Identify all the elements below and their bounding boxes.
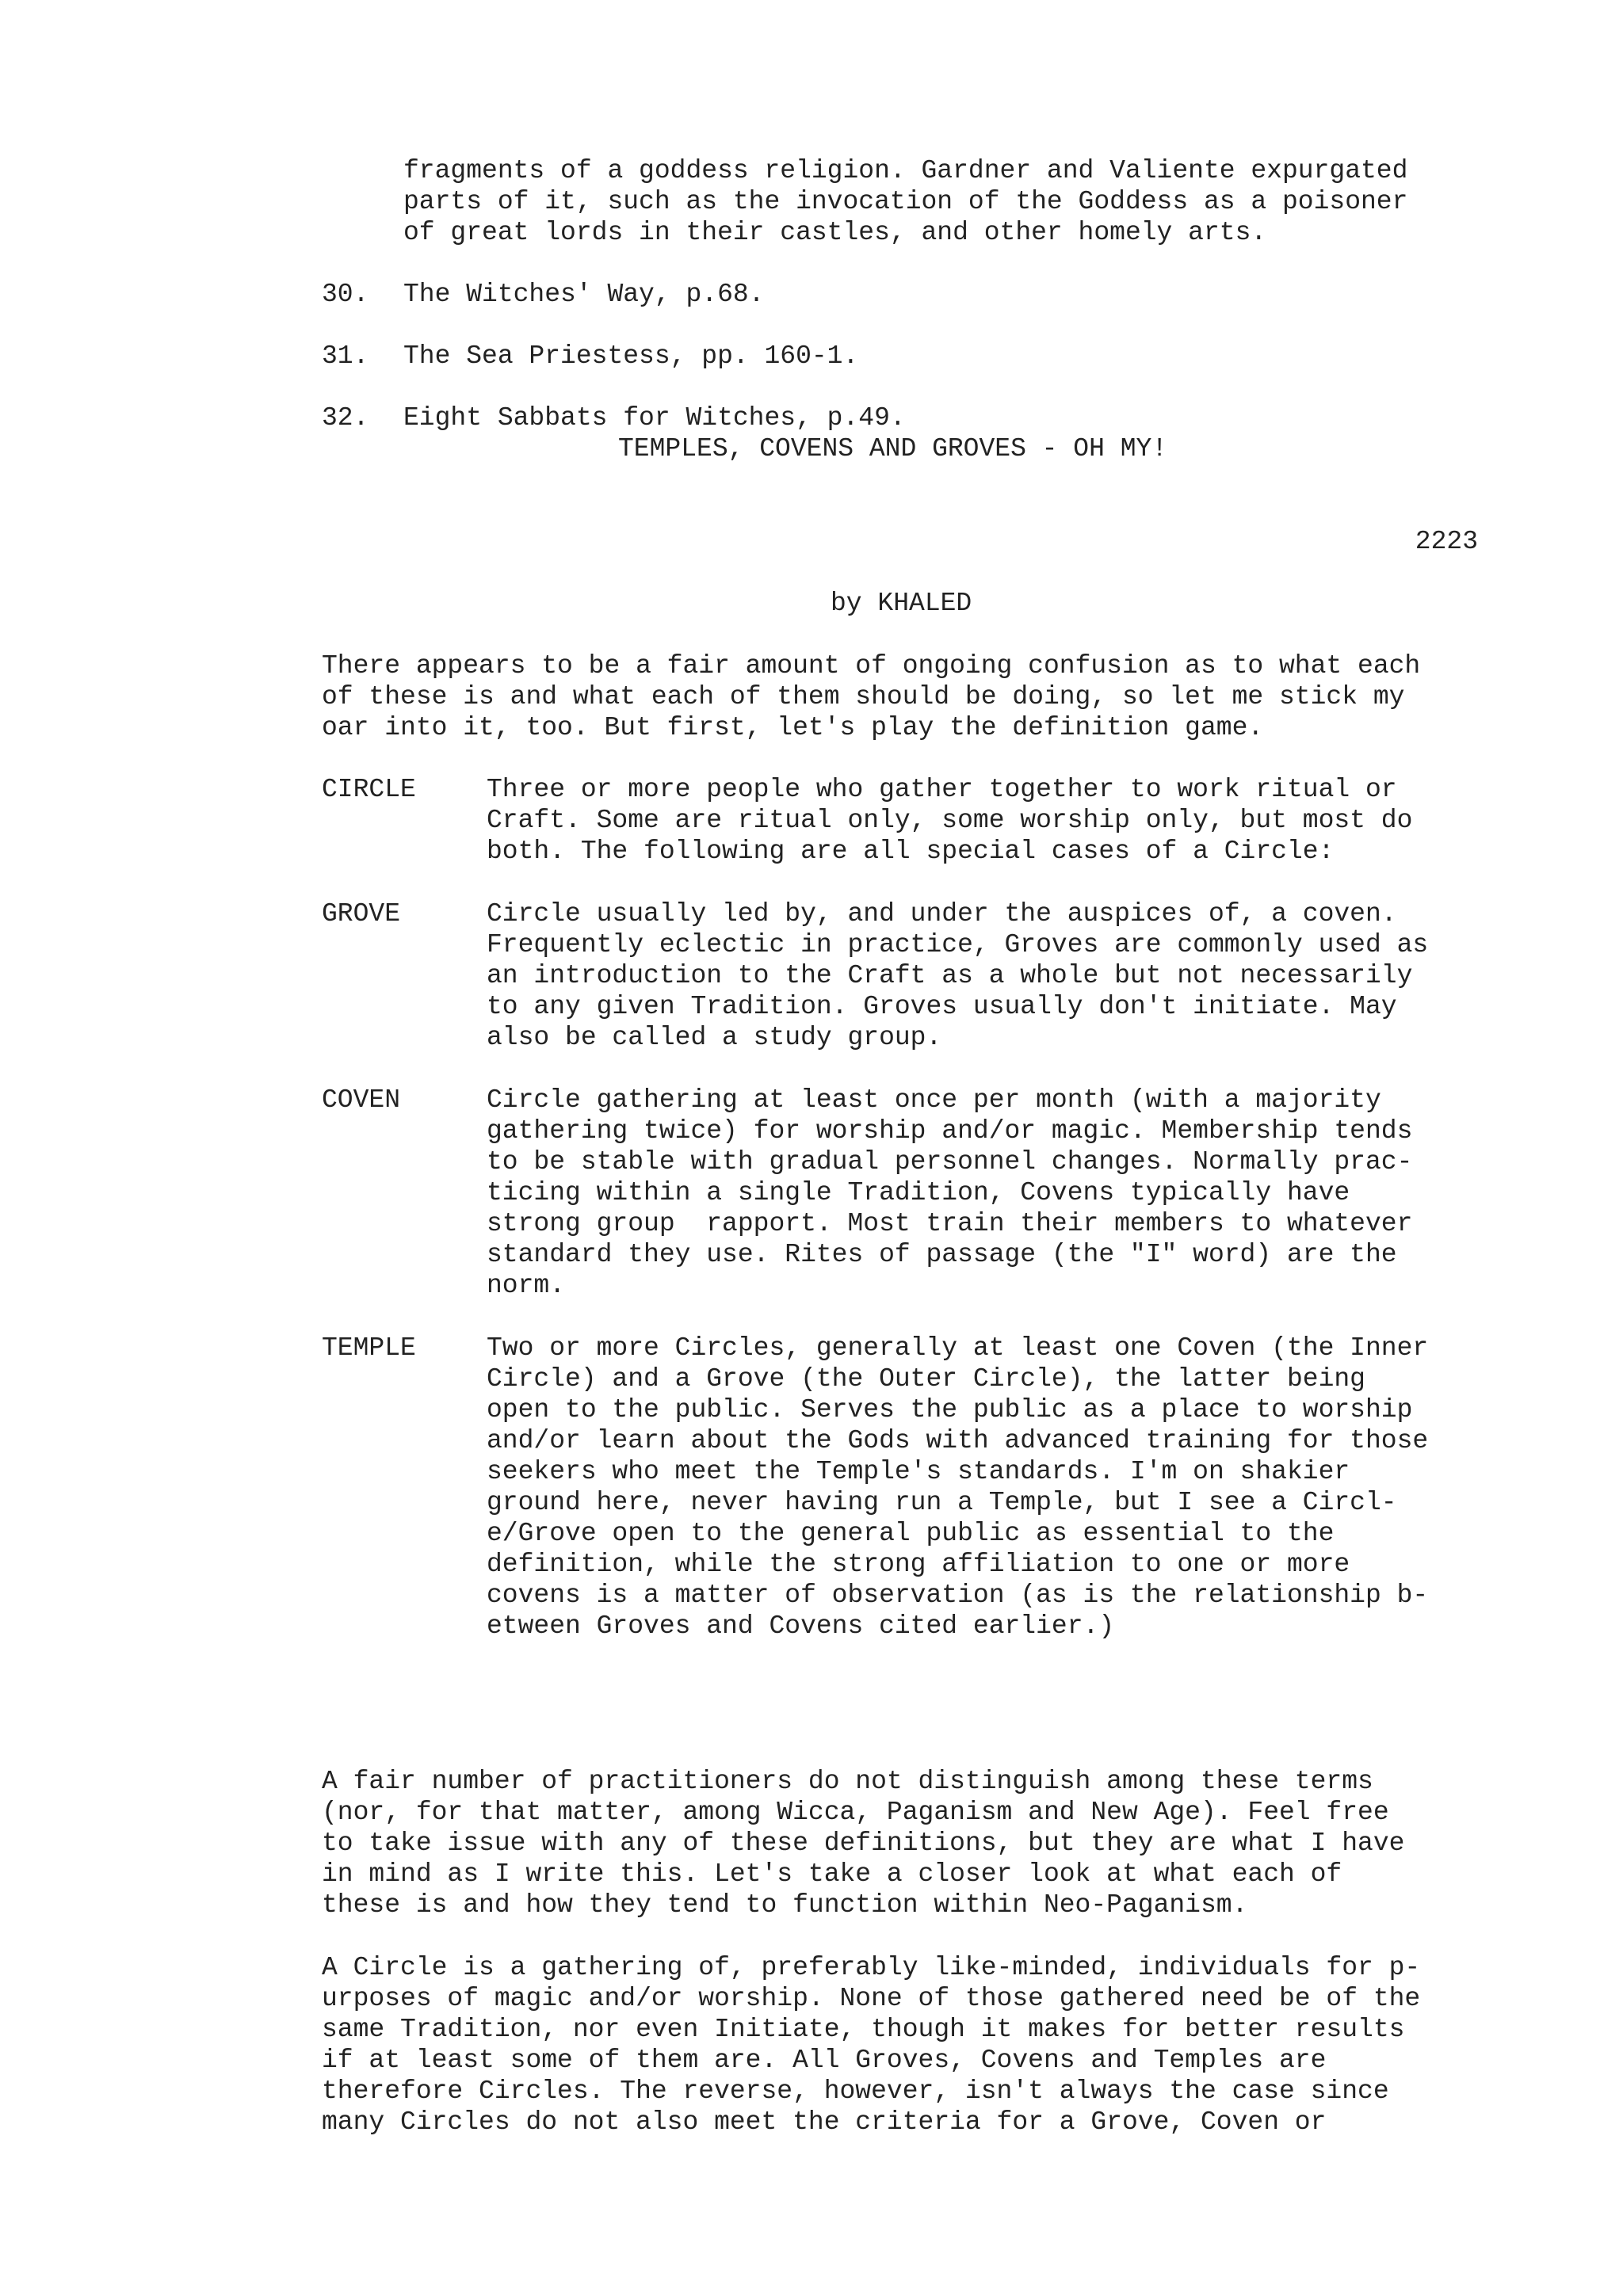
paragraph-line: if at least some of them are. All Groves, Covens and Temples are [322, 2046, 1327, 2075]
article-byline: by KHALED [831, 589, 972, 618]
definition-line: seekers who meet the Temple's standards. I'm on shakier [487, 1457, 1350, 1486]
paragraph-line: of these is and what each of them should be doing, so let me stick my [322, 682, 1405, 711]
definition-line: Circle usually led by, and under the auspices of, a coven. [487, 899, 1397, 929]
definition-line: e/Grove open to the general public as essential to the [487, 1519, 1335, 1548]
footnote-continuation-line: of great lords in their castles, and other homely arts. [403, 218, 1267, 247]
footnote-number: 30. [322, 280, 369, 309]
definition-line: covens is a matter of observation (as is the relationship b- [487, 1581, 1429, 1610]
definition-line: Circle gathering at least once per month (with a majority [487, 1085, 1381, 1115]
footnote-text: Eight Sabbats for Witches, p.49. [403, 403, 906, 433]
definition-line: gathering twice) for worship and/or magic. Membership tends [487, 1116, 1413, 1146]
article-title: TEMPLES, COVENS AND GROVES - OH MY! [618, 434, 1168, 463]
paragraph-line: many Circles do not also meet the criteria for a Grove, Coven or [322, 2107, 1327, 2137]
definition-line: to be stable with gradual personnel changes. Normally prac- [487, 1147, 1413, 1177]
footnote-continuation-line: fragments of a goddess religion. Gardner and Valiente expurgated [403, 156, 1408, 185]
paragraph-line: urposes of magic and/or worship. None of those gathered need be of the [322, 1984, 1421, 2013]
definition-line: Frequently eclectic in practice, Groves are commonly used as [487, 930, 1429, 959]
definition-term: TEMPLE [322, 1333, 416, 1363]
definition-line: an introduction to the Craft as a whole but not necessarily [487, 961, 1413, 990]
definition-line: ticing within a single Tradition, Covens typically have [487, 1178, 1350, 1207]
paragraph-line: same Tradition, nor even Initiate, though it makes for better results [322, 2015, 1405, 2044]
paragraph-line: therefore Circles. The reverse, however, isn't always the case since [322, 2077, 1389, 2106]
definition-line: Craft. Some are ritual only, some worship only, but most do [487, 806, 1413, 835]
paragraph-line: A Circle is a gathering of, preferably like-minded, individuals for p- [322, 1953, 1421, 1982]
definition-line: to any given Tradition. Groves usually don't initiate. May [487, 992, 1397, 1021]
paragraph-line: in mind as I write this. Let's take a closer look at what each of [322, 1859, 1342, 1889]
paragraph-line: (nor, for that matter, among Wicca, Paganism and New Age). Feel free [322, 1798, 1389, 1827]
definition-line: strong group rapport. Most train their members to whatever [487, 1209, 1413, 1238]
definition-line: Three or more people who gather together to work ritual or [487, 775, 1397, 804]
definition-line: ground here, never having run a Temple, but I see a Circl- [487, 1488, 1397, 1517]
paragraph-line: oar into it, too. But first, let's play the definition game. [322, 713, 1264, 742]
definition-line: also be called a study group. [487, 1023, 942, 1052]
definition-term: GROVE [322, 899, 401, 929]
definition-line: standard they use. Rites of passage (the "I" word) are the [487, 1240, 1397, 1269]
footnote-text: The Sea Priestess, pp. 160-1. [403, 341, 859, 371]
footnote-number: 31. [322, 341, 369, 371]
paragraph-line: There appears to be a fair amount of ongoing confusion as to what each [322, 651, 1421, 681]
definition-line: and/or learn about the Gods with advanced training for those [487, 1426, 1429, 1455]
definition-term: CIRCLE [322, 775, 416, 804]
paragraph-line: these is and how they tend to function within Neo-Paganism. [322, 1890, 1248, 1920]
paragraph-line: A fair number of practitioners do not distinguish among these terms [322, 1767, 1373, 1796]
definition-line: both. The following are all special cases of a Circle: [487, 837, 1335, 866]
definition-line: Circle) and a Grove (the Outer Circle), the latter being [487, 1364, 1365, 1394]
definition-line: Two or more Circles, generally at least one Coven (the Inner [487, 1333, 1429, 1363]
footnote-text: The Witches' Way, p.68. [403, 280, 765, 309]
definition-line: norm. [487, 1271, 566, 1300]
article-number: 2223 [1415, 527, 1478, 556]
definition-line: etween Groves and Covens cited earlier.) [487, 1611, 1115, 1641]
paragraph-line: to take issue with any of these definitions, but they are what I have [322, 1829, 1405, 1858]
definition-line: open to the public. Serves the public as a place to worship [487, 1395, 1413, 1425]
definition-term: COVEN [322, 1085, 401, 1115]
definition-line: definition, while the strong affiliation to one or more [487, 1550, 1350, 1579]
footnote-number: 32. [322, 403, 369, 433]
footnote-continuation-line: parts of it, such as the invocation of the Goddess as a poisoner [403, 187, 1408, 216]
